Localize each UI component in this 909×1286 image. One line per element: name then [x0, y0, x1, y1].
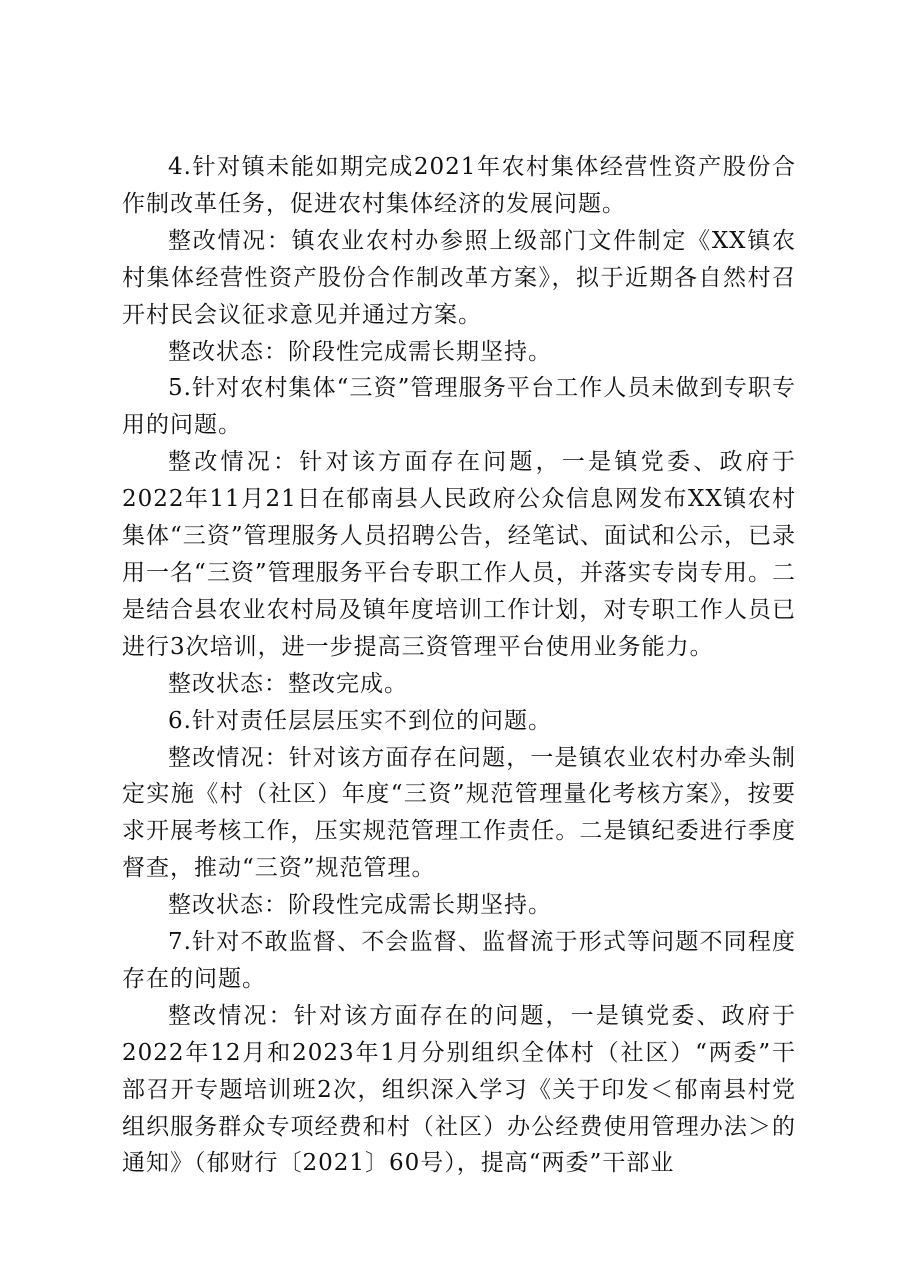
- rectification-status-text: 整改情况：针对该方面存在的问题，一是镇党委、政府于2022年12月和2023年1月分别组织全体村（社区）“两委”干部召开专题培训班2次，组织深入学习《关于印发＜郁南县村党组织服务群众专项经费和村（社区）办公经费使用管理办法＞的通知》（郁财行〔2021〕60号），提高“两委”干部业: [122, 1002, 796, 1177]
- rectification-state-text: 整改状态：阶段性完成需长期坚持。: [168, 892, 552, 919]
- paragraph-item-4: 4.针对镇未能如期完成2021年农村集体经营性资产股份合作制改革任务，促进农村集体经济的发展问题。: [122, 154, 796, 217]
- rectification-status-text: 整改情况：针对该方面存在问题，一是镇党委、政府于2022年11月21日在郁南县人民政府公众信息网发布XX镇农村集体“三资”管理服务人员招聘公告，经笔试、面试和公示，已录用一名“三资”管理服务平台专职工作人员，并落实专岗专用。二是结合县农业农村局及镇年度培训工作计划，对专职工作人员已进行3次培训，进一步提高三资管理平台使用业务能力。: [122, 449, 796, 660]
- rectification-state-text: 整改状态：整改完成。: [168, 670, 408, 697]
- document-body: [122, 149, 796, 1182]
- paragraph-item-5: 5.针对农村集体“三资”管理服务平台工作人员未做到专职专用的问题。: [122, 375, 796, 439]
- paragraph-item-7: 7.针对不敢监督、不会监督、监督流于形式等问题不同程度存在的问题。: [122, 929, 796, 992]
- rectification-status-text: 整改情况：针对该方面存在问题，一是镇农业农村办牵头制定实施《村（社区）年度“三资”规范管理量化考核方案》，按要求开展考核工作，压实规范管理工作责任。二是镇纪委进行季度督查，推动“三资”规范管理。: [122, 744, 796, 882]
- rectification-status-text: 整改情况：镇农业农村办参照上级部门文件制定《XX镇农村集体经营性资产股份合作制改革方案》，拟于近期各自然村召开村民会议征求意见并通过方案。: [122, 227, 796, 328]
- paragraph-item-6: 6.针对责任层层压实不到位的问题。: [168, 707, 552, 734]
- rectification-state-text: 整改状态：阶段性完成需长期坚持。: [168, 338, 552, 365]
